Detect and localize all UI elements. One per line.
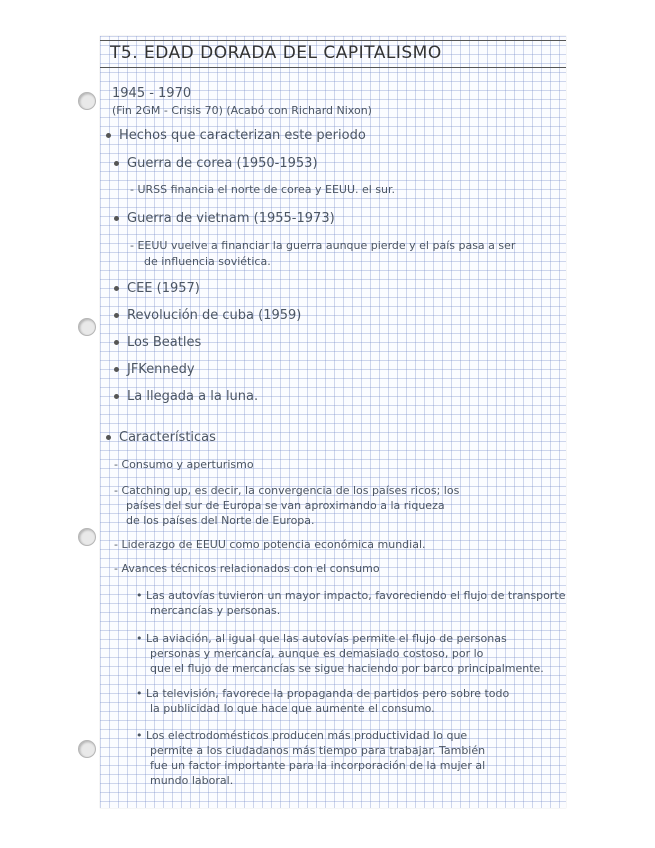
item-beatles: Los Beatles xyxy=(114,336,201,349)
vietnam-detail-1: - EEUU vuelve a financiar la guerra aunque pierde y el país pasa a ser xyxy=(130,239,516,252)
electro-3: fue un factor importante para la incorporación de la mujer al xyxy=(150,759,486,772)
item-jfk: JFKennedy xyxy=(114,363,195,376)
item-corea: Guerra de corea (1950-1953) xyxy=(114,157,318,170)
tele-1: • La televisión, favorece la propaganda de partidos pero sobre todo xyxy=(136,687,510,700)
tele-2: la publicidad lo que hace que aumente el consumo. xyxy=(150,702,435,715)
notebook-page xyxy=(100,36,566,808)
binder-hole-2 xyxy=(78,318,96,336)
avances: - Avances técnicos relacionados con el consumo xyxy=(114,562,380,575)
aviacion-3: que el flujo de mercancías se sigue haciendo por barco principalmente. xyxy=(150,662,544,675)
catching-1: - Catching up, es decir, la convergencia de los países ricos; los xyxy=(114,484,460,497)
autovias-2: mercancías y personas. xyxy=(150,604,281,617)
consumo: - Consumo y aperturismo xyxy=(114,458,254,471)
aviacion-1: • La aviación, al igual que las autovías permite el flujo de personas xyxy=(136,632,507,645)
liderazgo: - Liderazgo de EEUU como potencia económica mundial. xyxy=(114,538,426,551)
item-vietnam: Guerra de vietnam (1955-1973) xyxy=(114,212,335,225)
binder-hole-4 xyxy=(78,740,96,758)
hechos-heading: Hechos que caracterizan este periodo xyxy=(106,129,366,142)
title-box xyxy=(100,40,566,68)
electro-2: permite a los ciudadanos más tiempo para trabajar. También xyxy=(150,744,486,757)
range-note: (Fin 2GM - Crisis 70) (Acabó con Richard Nixon) xyxy=(112,104,372,117)
caract-heading: Características xyxy=(106,431,216,444)
autovias-1: • Las autovías tuvieron un mayor impacto, favoreciendo el flujo de transporte xyxy=(136,589,566,602)
catching-2: países del sur de Europa se van aproximando a la riqueza xyxy=(126,499,445,512)
binder-hole-1 xyxy=(78,92,96,110)
item-luna: La llegada a la luna. xyxy=(114,390,258,403)
binder-hole-3 xyxy=(78,528,96,546)
catching-3: de los países del Norte de Europa. xyxy=(126,514,315,527)
electro-1: • Los electrodomésticos producen más productividad lo que xyxy=(136,729,468,742)
page-title: T5. EDAD DORADA DEL CAPITALISMO xyxy=(110,43,442,63)
item-cuba: Revolución de cuba (1959) xyxy=(114,309,301,322)
corea-detail: - URSS financia el norte de corea y EEUU. el sur. xyxy=(130,183,396,196)
item-cee: CEE (1957) xyxy=(114,282,200,295)
electro-4: mundo laboral. xyxy=(150,774,234,787)
aviacion-2: personas y mercancía, aunque es demasiado costoso, por lo xyxy=(150,647,484,660)
vietnam-detail-2: de influencia soviética. xyxy=(144,255,271,268)
dates: 1945 - 1970 xyxy=(112,86,192,101)
